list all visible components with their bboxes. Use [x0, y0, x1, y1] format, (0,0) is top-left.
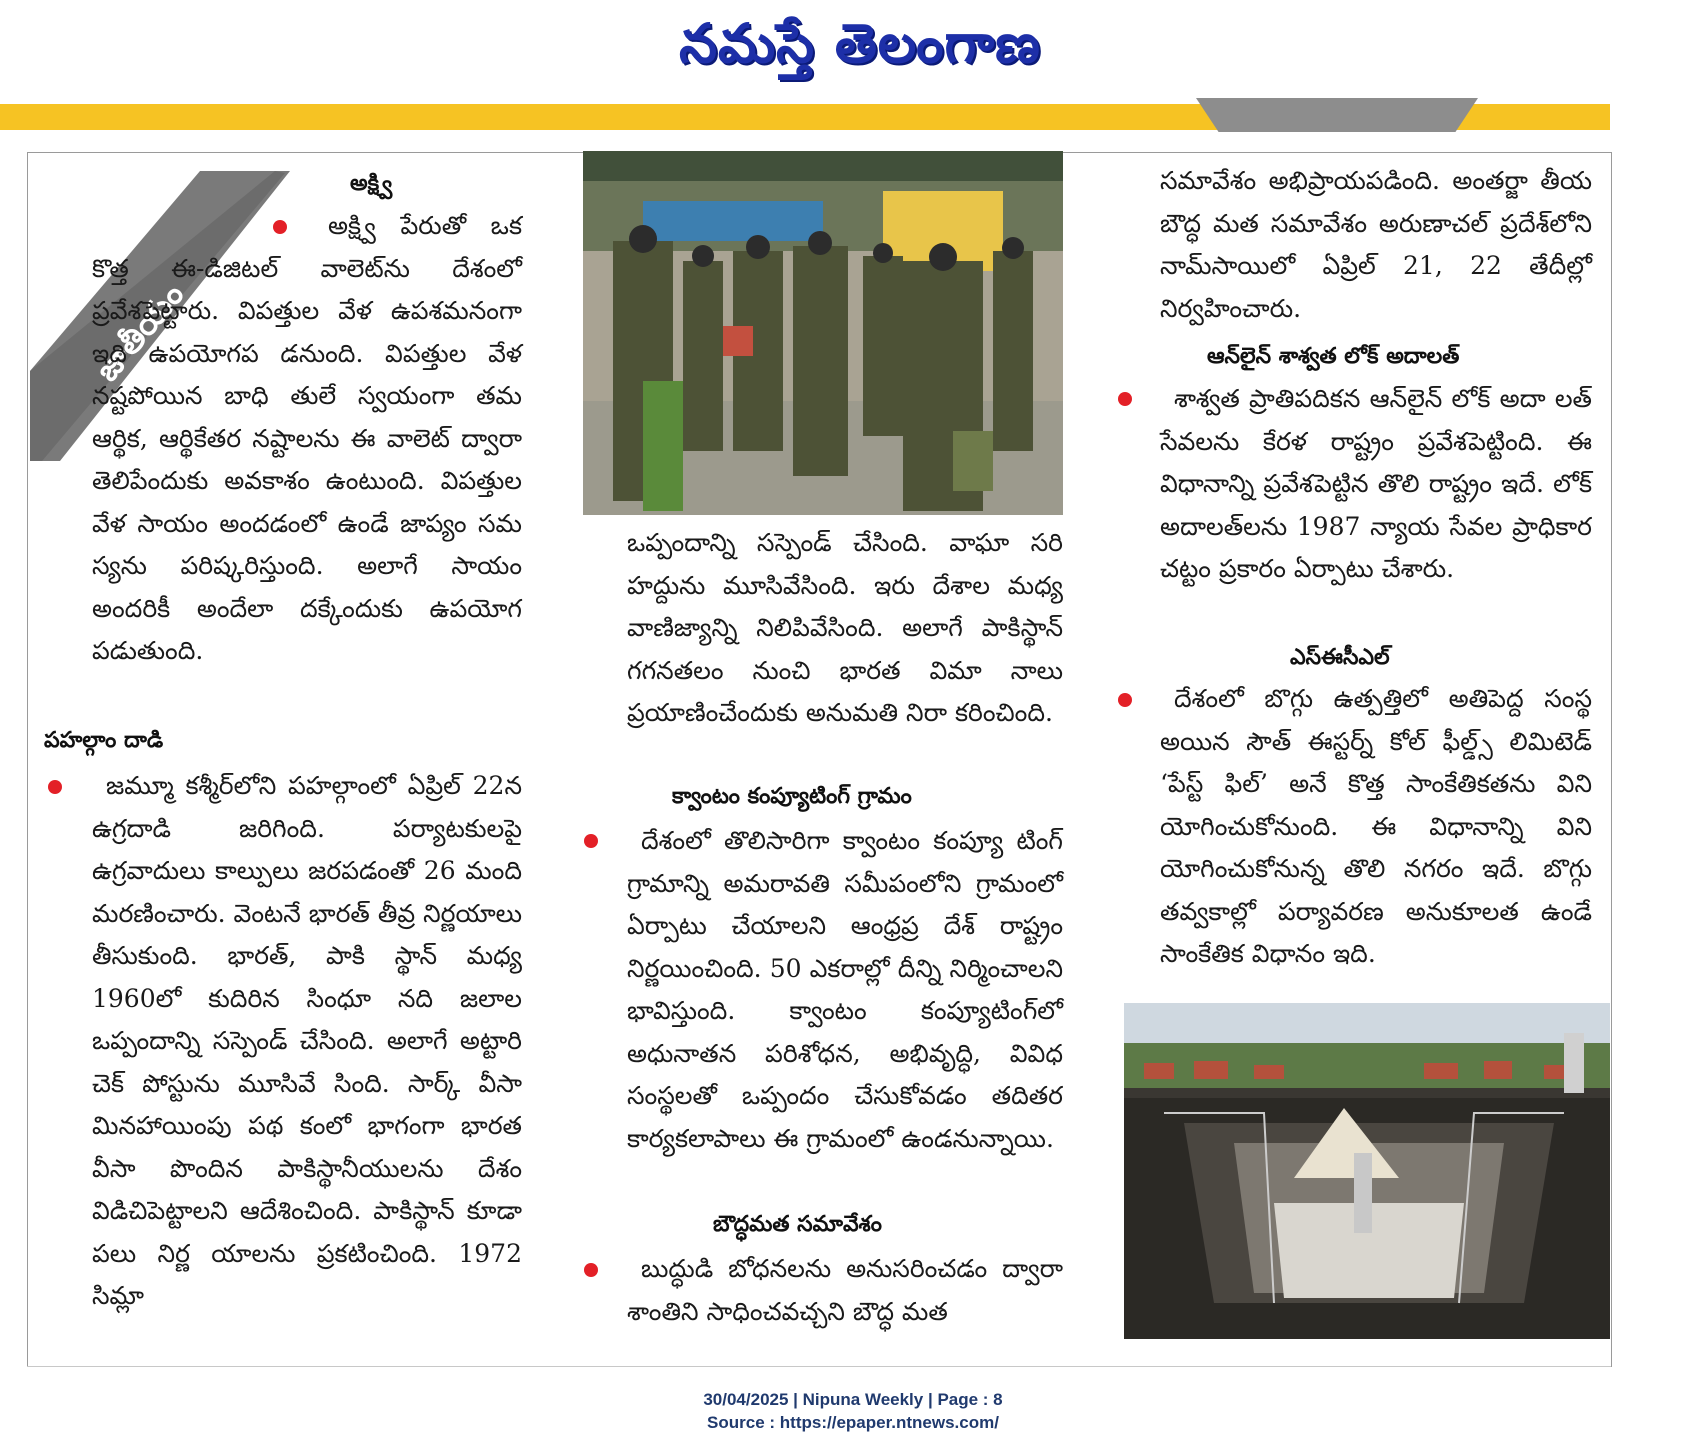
article-buddhist	[627, 1248, 1063, 1333]
masthead	[0, 0, 1706, 100]
article-quantum	[627, 820, 1063, 1160]
photo-coal-mine	[1124, 1003, 1610, 1339]
article-pahalgam	[92, 765, 522, 1318]
frame-bottom-rule	[27, 1366, 1611, 1367]
buddhist-continued-body: సమావేశం అభిప్రాయపడింది. అంతర్జా తీయ బౌద్ధ మత సమావేశం అరుణాచల్ ప్రదేశ్‌లోని నామ్‌సాయిలో ఏప్రిల్ 21, 22 తేదీల్లో నిర్వహించారు.	[1160, 166, 1592, 323]
article-akshvi	[92, 205, 522, 673]
heading-akshvi: అక్ష్వి	[350, 171, 393, 196]
bullet-quantum	[584, 834, 598, 848]
bullet-pahalgam	[48, 780, 62, 794]
footer-source-link[interactable]: Source : https://epaper.ntnews.com/	[707, 1413, 999, 1432]
pahalgam-continued-body: ఒప్పందాన్ని సస్పెండ్ చేసింది. వాఘా సరి హద్దును మూసివేసింది. ఇరు దేశాల మధ్య వాణిజ్యాన్ని నిలిపివేసింది. అలాగే పాకిస్థాన్ గగనతలం నుంచి భారత విమా నాలు ప్రయాణించేందుకు అనుమతి నిరా కరించింది.	[627, 528, 1063, 727]
heading-lokadalat: ఆన్‌లైన్ శాశ్వత లోక్ అదాలత్	[1207, 344, 1460, 369]
bullet-buddhist	[584, 1263, 598, 1277]
article-pahalgam-continued	[627, 522, 1063, 735]
bullet-lokadalat	[1118, 392, 1132, 406]
heading-buddhist: బౌద్ధమత సమావేశం	[713, 1212, 882, 1237]
quantum-body: దేశంలో తొలిసారిగా క్వాంటం కంప్యూ టింగ్ గ్రామాన్ని అమరావతి సమీపంలోని గ్రామంలో ఏర్పాటు చేయాలని ఆంధ్రప్ర దేశ్ రాష్ట్రం నిర్ణయించింది. 50 ఎకరాల్లో దీన్ని నిర్మించాలని భావిస్తుంది. క్వాంటం కంప్యూటింగ్‌లో అధునాతన పరిశోధన, అభివృద్ధి, వివిధ సంస్థలతో ఒప్పందం చేసుకోవడం తదితర కార్యకలాపాలు ఈ గ్రామంలో ఉండనున్నాయి.	[627, 826, 1063, 1153]
akshvi-body: అక్ష్వి పేరుతో ఒక కొత్త ఈ-డిజిటల్ వాలెట్‌ను దేశంలో ప్రవేశపెట్టారు. విపత్తుల వేళ ఉపశమనంగా ఇది ఉపయోగప డనుంది. విపత్తుల వేళ నష్టపోయిన బాధి తులే స్వయంగా తమ ఆర్థిక, ఆర్థికేతర నష్టాలను ఈ వాలెట్ ద్వారా తెలిపేందుకు అవకాశం ఉంటుంది. విపత్తుల వేళ సాయం అందడంలో ఉండే జాప్యం సమ స్యను పరిష్కరిస్తుంది. అలాగే సాయం అందరికీ అందేలా దక్కేందుకు ఉపయోగ పడుతుంది.	[92, 211, 522, 665]
heading-secl: ఎస్ఈసీఎల్	[1290, 645, 1390, 670]
article-secl	[1160, 678, 1592, 976]
bullet-secl	[1118, 693, 1132, 707]
heading-pahalgam: పహల్గాం దాడి	[44, 728, 164, 753]
footer-date-line: 30/04/2025 | Nipuna Weekly | Page : 8	[703, 1390, 1003, 1409]
newspaper-logo: నమస్తే తెలంగాణ	[679, 12, 1041, 75]
heading-quantum: క్వాంటం కంప్యూటింగ్ గ్రామం	[672, 784, 912, 809]
pahalgam-body: జమ్మూ కశ్మీర్‌లోని పహల్గాంలో ఏప్రిల్ 22న ఉగ్రదాడి జరిగింది. పర్యాటకులపై ఉగ్రవాదులు కాల్పులు జరపడంతో 26 మంది మరణించారు. వెంటనే భారత్ తీవ్ర నిర్ణయాలు తీసుకుంది. భారత్, పాకి స్థాన్ మధ్య 1960లో కుదిరిన సింధూ నది జలాల ఒప్పందాన్ని సస్పెండ్ చేసింది. అలాగే అట్టారి చెక్ పోస్టును మూసివే సింది. సార్క్ వీసా మినహాయింపు పథ కంలో భాగంగా భారత వీసా పొందిన పాకిస్థానీయులను దేశం విడిచిపెట్టాలని ఆదేశించింది. పాకిస్థాన్ కూడా పలు నిర్ణ యాలను ప్రకటించింది. 1972 సిమ్లా	[92, 771, 523, 1310]
section-band-tab	[1196, 98, 1478, 132]
article-lokadalat	[1160, 378, 1592, 591]
secl-body: దేశంలో బొగ్గు ఉత్పత్తిలో అతిపెద్ద సంస్థ అయిన సౌత్ ఈస్టర్న్ కోల్ ఫీల్డ్స్ లిమిటెడ్ ‘పేస్ట్ ఫిల్’ అనే కొత్త సాంకేతికతను విని యోగించుకోనుంది. ఈ విధానాన్ని విని యోగించుకోనున్న తొలి నగరం ఇదే. బొగ్గు తవ్వకాల్లో పర్యావరణ అనుకూలత ఉండే సాంకేతిక విధానం ఇది.	[1160, 684, 1592, 968]
buddhist-body: బుద్ధుడి బోధనలను అనుసరించడం ద్వారా శాంతిని సాధించవచ్చని బౌద్ధ మత	[627, 1254, 1063, 1326]
photo-security-forces	[583, 151, 1063, 515]
lokadalat-body: శాశ్వత ప్రాతిపదికన ఆన్‌లైన్ లోక్ అదా లత్ సేవలను కేరళ రాష్ట్రం ప్రవేశపెట్టింది. ఈ విధానాన్ని ప్రవేశపెట్టిన తొలి రాష్ట్రం ఇదే. లోక్ అదాలత్‌లను 1987 న్యాయ సేవల ప్రాధికార చట్టం ప్రకారం ఏర్పాటు చేశారు.	[1160, 384, 1592, 583]
article-buddhist-continued	[1160, 160, 1592, 330]
ribbon-label: జాతీయం	[87, 275, 192, 389]
